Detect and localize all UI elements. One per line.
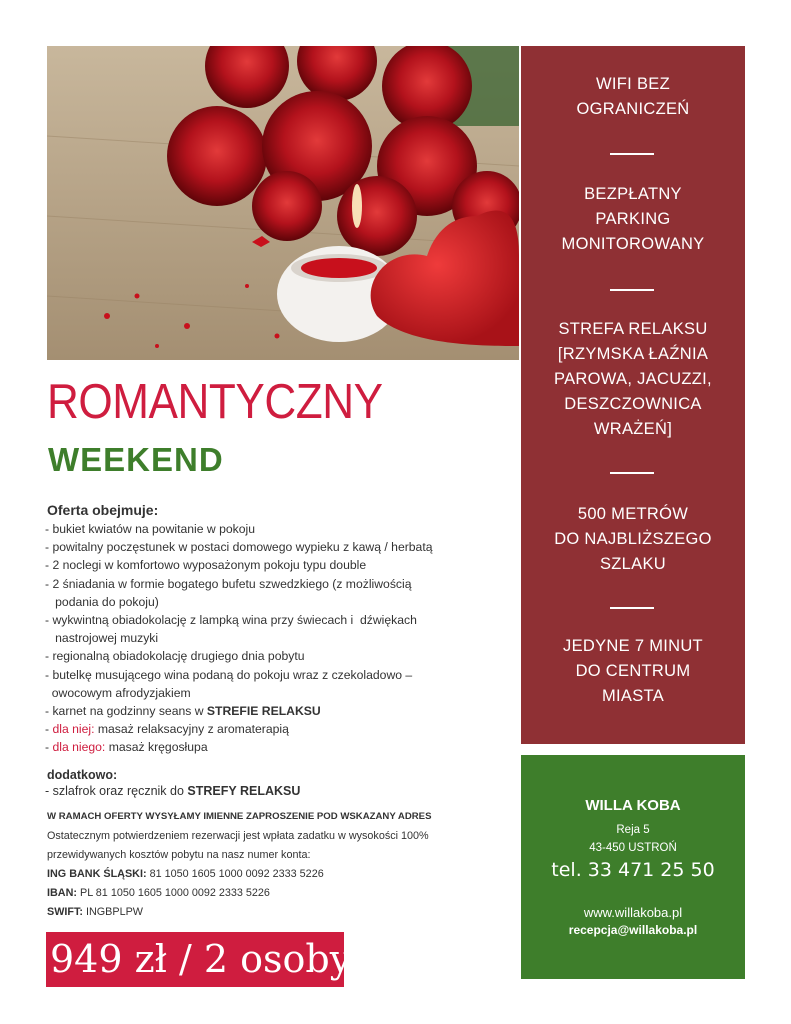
feature-parking: BEZPŁATNY PARKING MONITOROWANY — [561, 185, 705, 253]
feature-divider — [610, 472, 654, 474]
feature-relax-zone: STREFA RELAKSU [RZYMSKA ŁAŹNIA PAROWA, JACUZZI, DESZCZOWNICA WRAŻEŃ] — [554, 320, 712, 438]
features-panel — [521, 46, 745, 744]
list-item: - regionalną obiadokolację drugiego dnia pobytu — [45, 649, 305, 664]
feature-wifi: WIFI BEZ OGRANICZEŃ — [576, 75, 690, 118]
venue-city: 43-450 USTROŃ — [589, 842, 677, 854]
title-weekend: WEEKEND — [48, 441, 224, 478]
list-item-relax-pass: - karnet na godzinny seans w STREFIE RELAKSU — [45, 704, 321, 719]
voucher-note: W RAMACH OFERTY WYSYŁAMY IMIENNE ZAPROSZENIE POD WSKAZANY ADRES — [47, 811, 432, 822]
roses-candle-heart-image — [47, 46, 519, 360]
bank-account: ING BANK ŚLĄSKI: 81 1050 1605 1000 0092 2333 5226 — [47, 868, 324, 880]
list-item-for-her: - dla niej: masaż relaksacyjny z aromaterapią — [45, 722, 289, 737]
deposit-line-1: Ostatecznym potwierdzeniem rezerwacji jest wpłata zadatku w wysokości 100% — [47, 830, 429, 842]
list-item: - bukiet kwiatów na powitanie w pokoju — [45, 522, 256, 536]
feature-divider — [610, 153, 654, 155]
feature-city-center: JEDYNE 7 MINUT DO CENTRUM MIASTA — [563, 637, 703, 705]
contact-panel — [521, 755, 745, 979]
list-item: - butelkę musującego wina podaną do pokoju wraz z czekoladowo – — [45, 667, 413, 682]
list-item: owocowym afrodyzjakiem — [45, 685, 191, 700]
venue-phone[interactable]: tel. 33 471 25 50 — [551, 859, 715, 881]
feature-divider — [610, 289, 654, 291]
list-item: nastrojowej muzyki — [45, 631, 159, 646]
iban: IBAN: PL 81 1050 1605 1000 0092 2333 5226 — [47, 887, 270, 899]
title-romantic: ROMANTYCZNY — [47, 375, 383, 429]
list-item-for-him: - dla niego: masaż kręgosłupa — [45, 740, 208, 755]
list-item: podania do pokoju) — [45, 594, 159, 609]
list-item: - wykwintną obiadokolację z lampką wina przy świecach i dźwiękach — [45, 613, 417, 628]
venue-name: WILLA KOBA — [585, 797, 681, 814]
venue-email-link[interactable]: recepcja@willakoba.pl — [568, 923, 698, 937]
roses-illustration — [47, 46, 519, 360]
list-item: - 2 noclegi w komfortowo wyposażonym pokoju typu double — [45, 558, 367, 573]
offer-list — [45, 520, 505, 757]
extra-heading: dodatkowo: — [47, 768, 118, 782]
venue-website-link[interactable]: www.willakoba.pl — [583, 905, 683, 920]
price-badge: 949 zł / 2 osoby — [46, 932, 344, 987]
extra-item: - szlafrok oraz ręcznik do STREFY RELAKSU — [45, 784, 301, 798]
list-item: - 2 śniadania w formie bogatego bufetu szwedzkiego (z możliwością — [45, 576, 412, 591]
venue-street: Reja 5 — [616, 824, 650, 836]
offer-heading: Oferta obejmuje: — [47, 502, 159, 518]
swift: SWIFT: INGBPLPW — [47, 906, 143, 918]
list-item: - powitalny poczęstunek w postaci domowego wypieku z kawą / herbatą — [45, 540, 433, 555]
feature-divider — [610, 607, 654, 609]
deposit-line-2: przewidywanych kosztów pobytu na nasz numer konta: — [47, 849, 311, 861]
feature-trail: 500 METRÓW DO NAJBLIŻSZEGO SZLAKU — [554, 505, 712, 573]
